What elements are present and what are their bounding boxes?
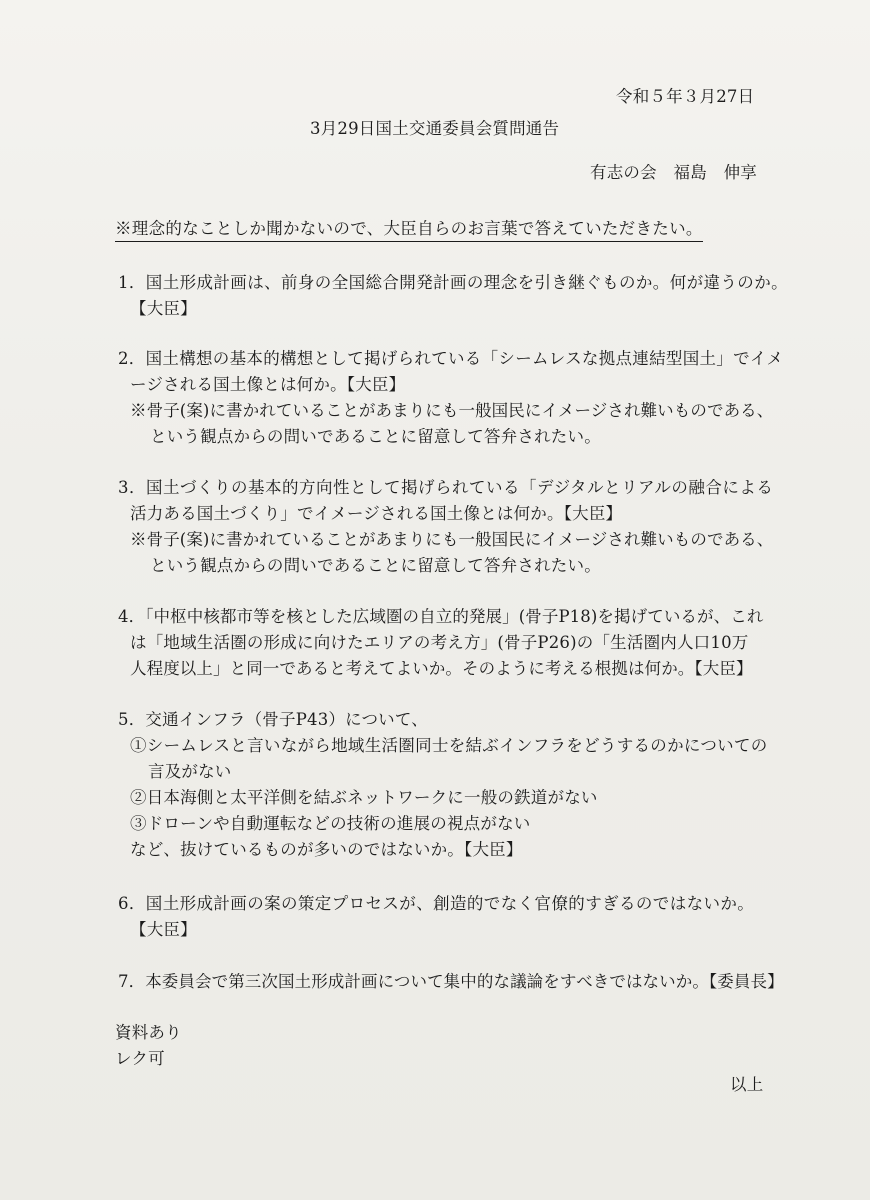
closing-mark: 以上 [730, 1075, 764, 1094]
materials-note: 資料あり [115, 1023, 182, 1042]
question-5-line-1: 5．交通インフラ（骨子P43）について、 [118, 710, 428, 729]
question-3-line-2: 活力ある国土づくり」でイメージされる国土像とは何か。【大臣】 [130, 504, 623, 523]
document-date: 令和５年３月27日 [616, 87, 755, 106]
lecture-note: レク可 [115, 1049, 165, 1068]
question-5-line-3: 言及がない [148, 762, 232, 781]
question-7-line-1: 7．本委員会で第三次国土形成計画について集中的な議論をすべきではないか。【委員長】 [118, 972, 784, 991]
question-4-line-1: 4．「中枢中核都市等を核とした広域圏の自立的発展」(骨子P18)を掲げているが、これ [118, 607, 764, 626]
question-4-line-2: は「地域生活圏の形成に向けたエリアの考え方」(骨子P26)の「生活圏内人口10万 [130, 633, 749, 652]
question-6-line-2: 【大臣】 [130, 920, 197, 939]
question-2-line-3: ※骨子(案)に書かれていることがあまりにも一般国民にイメージされ難いものである、 [130, 401, 774, 420]
document-title: 3月29日国土交通委員会質問通告 [310, 119, 560, 138]
question-1-line-2: 【大臣】 [130, 299, 197, 318]
question-3-line-3: ※骨子(案)に書かれていることがあまりにも一般国民にイメージされ難いものである、 [130, 530, 774, 549]
question-2-line-1: 2．国土構想の基本的構想として掲げられている「シームレスな拠点連結型国土」でイメ [118, 349, 784, 368]
question-3-line-4: という観点からの問いであることに留意して答弁されたい。 [150, 556, 601, 575]
question-1-line-1: 1．国土形成計画は、前身の全国総合開発計画の理念を引き継ぐものか。何が違うのか。 [118, 273, 788, 292]
document-author: 有志の会 福島 伸享 [590, 163, 757, 182]
question-2-line-2: ージされる国土像とは何か。【大臣】 [130, 375, 406, 394]
question-6-line-1: 6．国土形成計画の案の策定プロセスが、創造的でなく官僚的すぎるのではないか。 [118, 894, 755, 913]
question-4-line-3: 人程度以上」と同一であると考えてよいか。そのように考える根拠は何か。【大臣】 [130, 659, 753, 678]
question-5-line-2: ①シームレスと言いながら地域生活圏同士を結ぶインフラをどうするのかについての [130, 736, 768, 755]
question-2-line-4: という観点からの問いであることに留意して答弁されたい。 [150, 427, 601, 446]
question-5-line-5: ③ドローンや自動運転などの技術の進展の視点がない [130, 814, 531, 833]
notice-line: ※理念的なことしか聞かないので、大臣自らのお言葉で答えていただきたい。 [115, 218, 703, 242]
question-3-line-1: 3．国土づくりの基本的方向性として掲げられている「デジタルとリアルの融合による [118, 478, 774, 497]
question-5-line-4: ②日本海側と太平洋側を結ぶネットワークに一般の鉄道がない [130, 788, 598, 807]
question-5-line-6: など、抜けているものが多いのではないか。【大臣】 [130, 840, 523, 859]
